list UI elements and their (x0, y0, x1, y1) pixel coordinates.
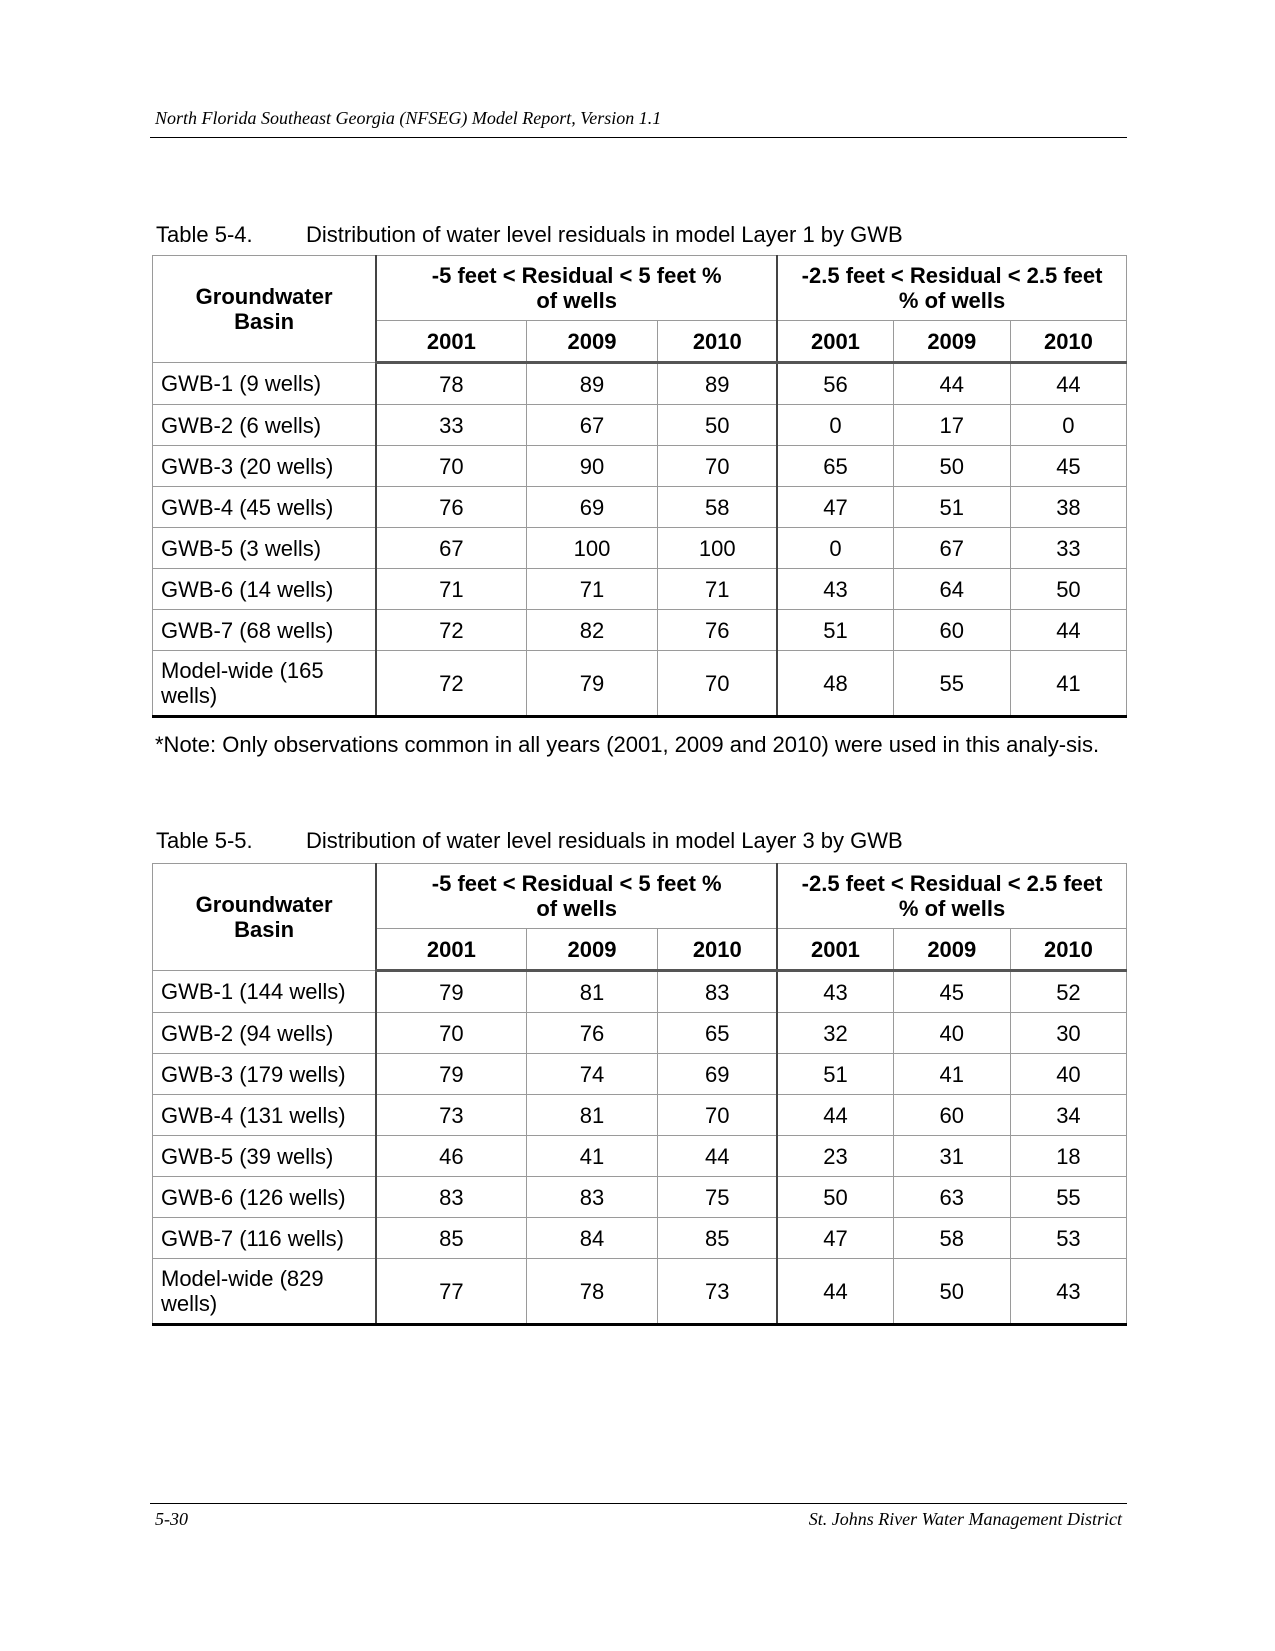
footer-organization: St. Johns River Water Management District (808, 1509, 1122, 1529)
value-cell: 60 (893, 610, 1010, 651)
value-cell: 67 (376, 528, 526, 569)
page-number: 5-30 (155, 1509, 188, 1529)
value-cell: 47 (777, 487, 893, 528)
value-cell: 77 (376, 1259, 526, 1325)
value-cell: 84 (526, 1218, 658, 1259)
value-cell: 33 (376, 405, 526, 446)
value-cell: 71 (526, 569, 658, 610)
value-cell: 79 (526, 651, 658, 717)
value-cell: 44 (893, 363, 1010, 405)
value-cell: 72 (376, 651, 526, 717)
value-cell: 0 (777, 405, 893, 446)
value-cell: 56 (777, 363, 893, 405)
basin-cell: GWB-1 (9 wells) (153, 363, 377, 405)
year-header: 2010 (658, 321, 777, 363)
basin-cell: GWB-5 (3 wells) (153, 528, 377, 569)
basin-cell: Model-wide (165 wells) (153, 651, 377, 717)
year-header: 2010 (658, 929, 777, 971)
basin-cell: GWB-2 (94 wells) (153, 1013, 377, 1054)
year-header: 2001 (777, 321, 893, 363)
value-cell: 83 (376, 1177, 526, 1218)
value-cell: 78 (526, 1259, 658, 1325)
group-header-2-5ft: -2.5 feet < Residual < 2.5 feet % of wells (777, 256, 1126, 321)
table-row (153, 610, 1127, 651)
value-cell: 43 (1010, 1259, 1126, 1325)
value-cell: 41 (1010, 651, 1126, 717)
value-cell: 100 (526, 528, 658, 569)
value-cell: 38 (1010, 487, 1126, 528)
value-cell: 41 (526, 1136, 658, 1177)
value-cell: 44 (658, 1136, 777, 1177)
table-body (153, 971, 1127, 1325)
basin-cell: GWB-1 (144 wells) (153, 971, 377, 1013)
basin-cell: GWB-7 (68 wells) (153, 610, 377, 651)
table-caption (156, 222, 903, 248)
value-cell: 76 (376, 487, 526, 528)
value-cell: 17 (893, 405, 1010, 446)
table-caption (156, 828, 903, 854)
value-cell: 90 (526, 446, 658, 487)
value-cell: 65 (777, 446, 893, 487)
table-row (153, 1218, 1127, 1259)
basin-cell: GWB-5 (39 wells) (153, 1136, 377, 1177)
value-cell: 44 (1010, 610, 1126, 651)
basin-cell: GWB-7 (116 wells) (153, 1218, 377, 1259)
value-cell: 43 (777, 971, 893, 1013)
value-cell: 0 (777, 528, 893, 569)
value-cell: 100 (658, 528, 777, 569)
value-cell: 67 (893, 528, 1010, 569)
year-header: 2009 (526, 321, 658, 363)
residuals-table-layer-1 (152, 255, 1127, 718)
group-header-5ft: -5 feet < Residual < 5 feet % of wells (376, 864, 777, 929)
group-header-5ft: -5 feet < Residual < 5 feet % of wells (376, 256, 777, 321)
basin-cell: GWB-6 (14 wells) (153, 569, 377, 610)
value-cell: 70 (376, 1013, 526, 1054)
value-cell: 76 (658, 610, 777, 651)
value-cell: 18 (1010, 1136, 1126, 1177)
year-header: 2009 (893, 321, 1010, 363)
table-row (153, 1136, 1127, 1177)
value-cell: 89 (526, 363, 658, 405)
value-cell: 81 (526, 1095, 658, 1136)
table-row (153, 1259, 1127, 1325)
year-header: 2010 (1010, 929, 1126, 971)
value-cell: 45 (1010, 446, 1126, 487)
value-cell: 60 (893, 1095, 1010, 1136)
basin-cell: Model-wide (829 wells) (153, 1259, 377, 1325)
value-cell: 44 (1010, 363, 1126, 405)
group-header-2-5ft: -2.5 feet < Residual < 2.5 feet % of wells (777, 864, 1126, 929)
value-cell: 83 (526, 1177, 658, 1218)
value-cell: 70 (658, 1095, 777, 1136)
table-body (153, 363, 1127, 717)
value-cell: 46 (376, 1136, 526, 1177)
value-cell: 50 (893, 1259, 1010, 1325)
value-cell: 52 (1010, 971, 1126, 1013)
value-cell: 70 (658, 651, 777, 717)
value-cell: 74 (526, 1054, 658, 1095)
table-row (153, 446, 1127, 487)
table-number: Table 5-5. (156, 828, 253, 853)
value-cell: 75 (658, 1177, 777, 1218)
table-row (153, 971, 1127, 1013)
value-cell: 50 (658, 405, 777, 446)
table-row (153, 569, 1127, 610)
value-cell: 40 (1010, 1054, 1126, 1095)
value-cell: 44 (777, 1259, 893, 1325)
table-row (153, 363, 1127, 405)
year-header: 2001 (376, 321, 526, 363)
year-header: 2009 (893, 929, 1010, 971)
value-cell: 40 (893, 1013, 1010, 1054)
value-cell: 78 (376, 363, 526, 405)
table-row (153, 651, 1127, 717)
value-cell: 73 (376, 1095, 526, 1136)
value-cell: 55 (1010, 1177, 1126, 1218)
value-cell: 31 (893, 1136, 1010, 1177)
value-cell: 79 (376, 971, 526, 1013)
table-caption-text: Distribution of water level residuals in model Layer 1 by GWB (306, 222, 903, 247)
value-cell: 79 (376, 1054, 526, 1095)
value-cell: 30 (1010, 1013, 1126, 1054)
value-cell: 41 (893, 1054, 1010, 1095)
value-cell: 47 (777, 1218, 893, 1259)
year-header: 2001 (777, 929, 893, 971)
value-cell: 72 (376, 610, 526, 651)
table-row (153, 1095, 1127, 1136)
value-cell: 65 (658, 1013, 777, 1054)
value-cell: 48 (777, 651, 893, 717)
year-header: 2010 (1010, 321, 1126, 363)
value-cell: 83 (658, 971, 777, 1013)
value-cell: 51 (777, 1054, 893, 1095)
value-cell: 67 (526, 405, 658, 446)
basin-cell: GWB-2 (6 wells) (153, 405, 377, 446)
table-row (153, 1177, 1127, 1218)
value-cell: 43 (777, 569, 893, 610)
value-cell: 58 (658, 487, 777, 528)
value-cell: 81 (526, 971, 658, 1013)
value-cell: 71 (376, 569, 526, 610)
value-cell: 44 (777, 1095, 893, 1136)
value-cell: 0 (1010, 405, 1126, 446)
basin-column-header: Groundwater Basin (153, 256, 377, 363)
value-cell: 33 (1010, 528, 1126, 569)
value-cell: 73 (658, 1259, 777, 1325)
table-number: Table 5-4. (156, 222, 253, 247)
value-cell: 69 (526, 487, 658, 528)
year-header: 2009 (526, 929, 658, 971)
table-note: *Note: Only observations common in all years (2001, 2009 and 2010) were used in this analy-sis. (155, 732, 1100, 757)
table-row (153, 528, 1127, 569)
value-cell: 70 (376, 446, 526, 487)
basin-column-header: Groundwater Basin (153, 864, 377, 971)
value-cell: 50 (1010, 569, 1126, 610)
value-cell: 82 (526, 610, 658, 651)
value-cell: 23 (777, 1136, 893, 1177)
table-row (153, 487, 1127, 528)
value-cell: 50 (893, 446, 1010, 487)
value-cell: 51 (893, 487, 1010, 528)
basin-cell: GWB-4 (45 wells) (153, 487, 377, 528)
table-caption-text: Distribution of water level residuals in model Layer 3 by GWB (306, 828, 903, 853)
table-row (153, 405, 1127, 446)
basin-cell: GWB-3 (179 wells) (153, 1054, 377, 1095)
value-cell: 89 (658, 363, 777, 405)
value-cell: 50 (777, 1177, 893, 1218)
value-cell: 85 (658, 1218, 777, 1259)
value-cell: 53 (1010, 1218, 1126, 1259)
value-cell: 51 (777, 610, 893, 651)
value-cell: 71 (658, 569, 777, 610)
value-cell: 32 (777, 1013, 893, 1054)
value-cell: 76 (526, 1013, 658, 1054)
value-cell: 34 (1010, 1095, 1126, 1136)
value-cell: 63 (893, 1177, 1010, 1218)
running-header: North Florida Southeast Georgia (NFSEG) Model Report, Version 1.1 (155, 108, 662, 128)
value-cell: 85 (376, 1218, 526, 1259)
value-cell: 70 (658, 446, 777, 487)
header-rule (150, 137, 1127, 138)
table-row (153, 1054, 1127, 1095)
basin-cell: GWB-6 (126 wells) (153, 1177, 377, 1218)
value-cell: 58 (893, 1218, 1010, 1259)
value-cell: 55 (893, 651, 1010, 717)
value-cell: 69 (658, 1054, 777, 1095)
value-cell: 45 (893, 971, 1010, 1013)
residuals-table-layer-3 (152, 863, 1127, 1326)
basin-cell: GWB-3 (20 wells) (153, 446, 377, 487)
basin-cell: GWB-4 (131 wells) (153, 1095, 377, 1136)
year-header: 2001 (376, 929, 526, 971)
footer-rule (150, 1503, 1127, 1504)
value-cell: 64 (893, 569, 1010, 610)
table-row (153, 1013, 1127, 1054)
